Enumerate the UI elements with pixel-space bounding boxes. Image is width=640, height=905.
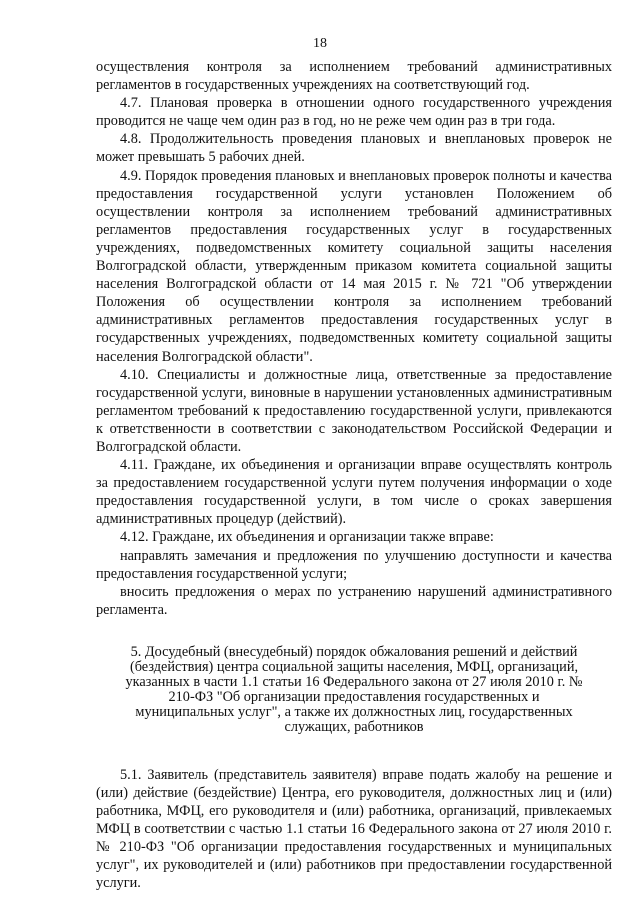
paragraph: 5.1. Заявитель (представитель заявителя) вправе подать жалобу на решение и (или) действие (бездействие) Центра, его руководителя, должностных лиц и (или) работника, МФЦ, его руководителя и (или) работника, организаций, привлекаемых МФЦ в соответствии с частью 1.1 статьи 16 Федерального закона от 27 июля 2010 г. № 210-ФЗ "Об организации предоставления государственных и муниципальных услуг", их руководителей и (или) работников при предоставлении государственной услуги.	[96, 766, 612, 892]
paragraph: 4.11. Граждане, их объединения и организации вправе осуществлять контроль за предоставлением государственной услуги путем получения информации о ходе предоставления государственной услуги, в том числе о сроках завершения административных процедур (действий).	[96, 457, 612, 528]
section-heading: 5. Досудебный (внесудебный) порядок обжалования решений и действий (бездействия) центра социальной защиты населения, МФЦ, организаций, указанных в части 1.1 статьи 16 Федерального закона от 27 июля 2010 г. № 210-ФЗ "Об организации предоставления государственных и муниципальных услуг", а также их должностных лиц, государственных служащих, работников	[125, 643, 583, 735]
paragraph: направлять замечания и предложения по улучшению доступности и качества предоставления государственной услуги;	[96, 547, 612, 582]
paragraph: 4.9. Порядок проведения плановых и внеплановых проверок полноты и качества предоставления государственной услуги установлен Положением об осуществлении контроля за исполнением требований административных регламентов предоставления государственных услуг в государственных учреждениях, подведомственных комитету социальной защиты населения Волгоградской области, утвержденным приказом комитета социальной защиты населения Волгоградской области от 14 мая 2015 г. № 721 "Об утверждении Положения об осуществлении контроля за исполнением требований административных регламентов предоставления государственных услуг в государственных учреждениях, подведомственных комитету социальной защиты населения Волгоградской области".	[96, 167, 612, 365]
paragraph: 4.12. Граждане, их объединения и организации также вправе:	[120, 529, 494, 546]
page-number: 18	[313, 36, 327, 51]
document-body	[96, 58, 612, 893]
paragraphs-after	[96, 766, 612, 893]
paragraph: 4.8. Продолжительность проведения плановых и внеплановых проверок не может превышать 5 рабочих дней.	[96, 131, 612, 166]
paragraphs-before	[96, 58, 612, 619]
paragraph: осуществления контроля за исполнением требований административных регламентов в государственных учреждениях на соответствующий год.	[96, 59, 612, 94]
paragraph: 4.10. Специалисты и должностные лица, ответственные за предоставление государственной услуги, виновные в нарушении установленных административным регламентом требований к предоставлению государственной услуги, привлекаются к ответственности в соответствии с законодательством Российской Федерации и Волгоградской области.	[96, 366, 612, 455]
paragraph: 4.7. Плановая проверка в отношении одного государственного учреждения проводится не чаще чем один раз в год, но не реже чем один раз в три года.	[96, 95, 612, 130]
paragraph: вносить предложения о мерах по устранению нарушений административного регламента.	[96, 583, 612, 618]
